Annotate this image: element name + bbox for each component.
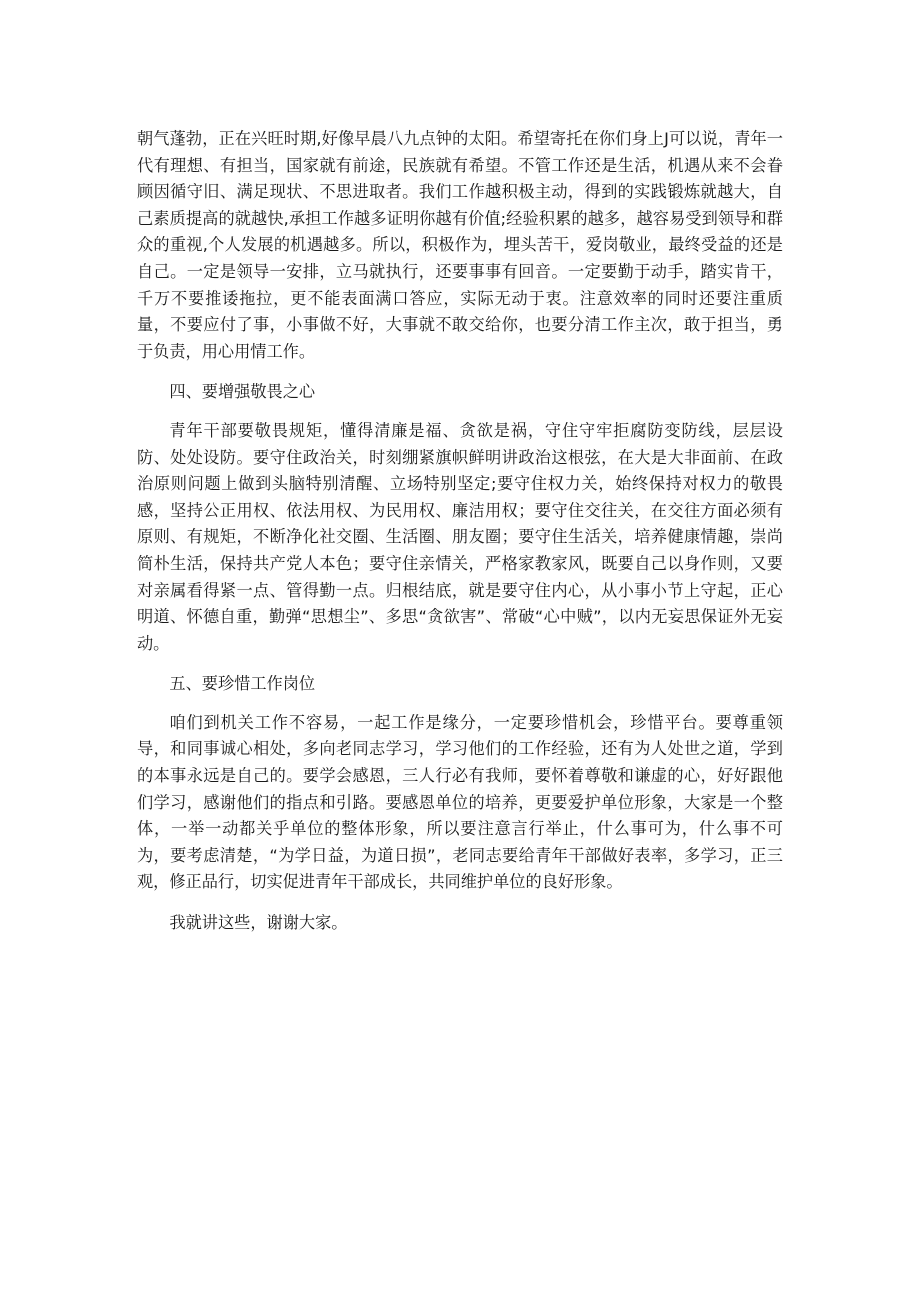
section-heading-four: 四、要增强敬畏之心 [169, 382, 316, 402]
document-page [137, 126, 783, 937]
paragraph-closing: 我就讲这些，谢谢大家。 [169, 913, 348, 933]
section-heading-five: 五、要珍惜工作岗位 [169, 674, 316, 694]
paragraph-section-five: 咱们到机关工作不容易，一起工作是缘分，一定要珍惜机会，珍惜平台。要尊重领导，和同事诚心相处，多向老同志学习，学习他们的工作经验，还有为人处世之道，学到的本事永远是自己的。要学会感恩，三人行必有我师，要怀着尊敬和谦虚的心，好好跟他们学习，感谢他们的指点和引路。要感恩单位的培养，更要爱护单位形象，大家是一个整体，一举一动都关乎单位的整体形象，所以要注意言行举止，什么事可为，什么事不可为，要考虑清楚，“为学日益，为道日损”，老同志要给青年干部做好表率，多学习，正三观，修正品行，切实促进青年干部成长，共同维护单位的良好形象。 [137, 712, 783, 892]
paragraph-section-four: 青年干部要敬畏规矩，懂得清廉是福、贪欲是祸，守住守牢拒腐防变防线，层层设防、处处设防。要守住政治关，时刻绷紧旗帜鲜明讲政治这根弦，在大是大非面前、在政治原则问题上做到头脑特别清醒、立场特别坚定;要守住权力关，始终保持对权力的敬畏感，坚持公正用权、依法用权、为民用权、廉洁用权；要守住交往关，在交往方面必须有原则、有规矩，不断净化社交圈、生活圈、朋友圈；要守住生活关，培养健康情趣，崇尚简朴生活，保持共产党人本色；要守住亲情关，严格家教家风，既要自己以身作则，又要对亲属看得紧一点、管得勤一点。归根结底，就是要守住内心，从小事小节上守起，正心明道、怀德自重，勤弹“思想尘”、多思“贪欲害”、常破“心中贼”，以内无妄思保证外无妄动。 [137, 420, 783, 653]
paragraph-opening: 朝气蓬勃，正在兴旺时期,好像早晨八九点钟的太阳。希望寄托在你们身上J可以说，青年一代有理想、有担当，国家就有前途，民族就有希望。不管工作还是生活，机遇从来不会眷顾因循守旧、满足现状、不思进取者。我们工作越积极主动，得到的实践锻炼就越大，自己素质提高的就越快,承担工作越多证明你越有价值;经验积累的越多，越容易受到领导和群众的重视,个人发展的机遇越多。所以，积极作为，埋头苦干，爱岗敬业，最终受益的还是自己。一定是领导一安排，立马就执行，还要事事有回音。一定要勤于动手，踏实肯干，千万不要推诿拖拉，更不能表面满口答应，实际无动于衷。注意效率的同时还要注重质量，不要应付了事，小事做不好，大事就不敢交给你，也要分清工作主次，敢于担当，勇于负责，用心用情工作。 [137, 129, 783, 361]
